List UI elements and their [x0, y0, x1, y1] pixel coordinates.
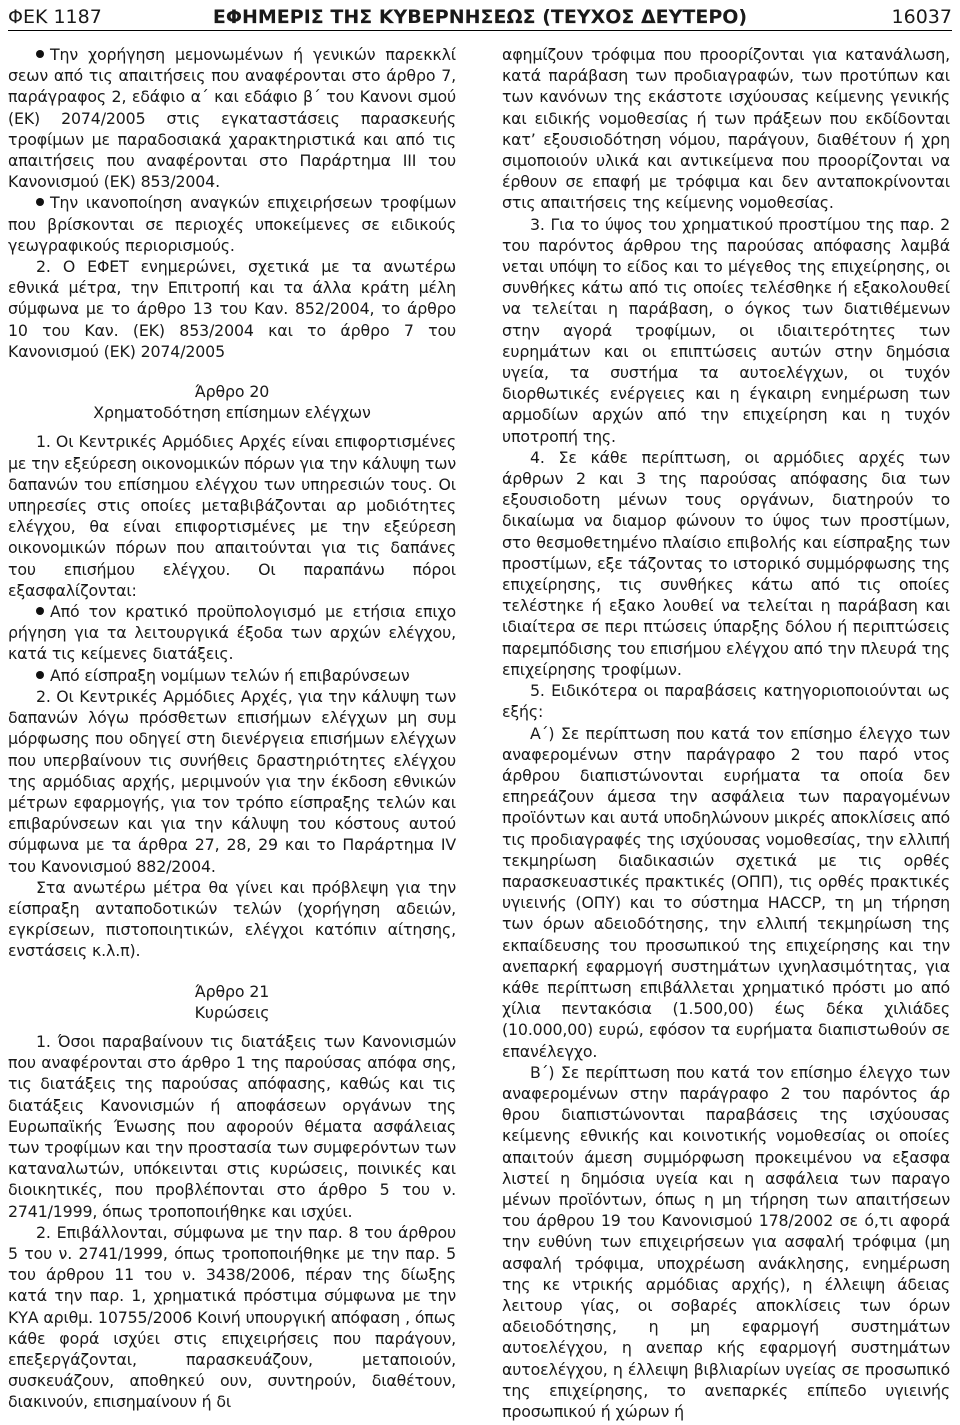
article-21-title: Άρθρο 21	[194, 981, 270, 1001]
bullet-paragraph: Από τον κρατικό προϋπολογισμό με ετήσια επιχο ρήγηση για τα λειτουργικά έξοδα των αρχών ελέγχου, κατά τις κείμενες διατάξεις.	[8, 602, 456, 664]
paragraph: 1. Όσοι παραβαίνουν τις διατάξεις των Κανονισμών που αναφέρονται στο άρθρο 1 της παρούσας απόφα σης, τις διατάξεις της παρούσας απόφασης, καθώς και τις διατάξεις Κανονισμών ή αποφάσεων οργάνων της Ευρωπαϊκής Ένωσης που αφορούν θέματα ασφάλειας των τροφίμων και την προστασία των συμφερόντων των καταναλωτών, υπόκεινται στις κυρώσεις, ποινικές και διοικητικές, που προβλέπονται στο άρθρο 5 του ν. 2741/1999, όπως τροποποιήθηκε και ισχύει.	[8, 1031, 456, 1221]
gazette-title: ΕΦΗΜΕΡΙΣ ΤΗΣ ΚΥΒΕΡΝΗΣΕΩΣ (ΤΕΥΧΟΣ ΔΕΥΤΕΡΟ)	[212, 6, 748, 28]
paragraph: Β΄) Σε περίπτωση που κατά τον επίσημο έλεγχο των αναφερομένων στην παράγραφο 2 του παρόντος άρ θρου διαπιστώνονται παραβάσεις της ισχύουσας κείμενης εθνικής και κοινοτικής νομοθεσίας οι οποίες απαιτούν άμεση συμμόρφωση προκειμένου να εξασφα λιστεί η δημόσια υγεία και η ασφάλεια των παραγο μένων προϊόντων, όπως η μη τήρηση των απαιτήσεων του άρθρου 19 του Κανονισμού 178/2002 σε ό,τι αφορά την ευθύνη των επιχειρήσεων για ασφαλή τρόφιμα (μη ασφαλή τρόφιμα, υποχρέωση ανάκλησης, ενημέρωση της κε ντρικής αρμόδιας αρχής), η έλλειψη άδειας λειτουρ γίας, οι σοβαρές αποκλίσεις των όρων αδειοδότησης, η μη εφαρμογή συστημάτων αυτοελέγχου, η ανεπαρ κής εφαρμογή συστημάτων αυτοελέγχου, η έλλειψη βιβλιαρίων υγείας σε προσωπικό της επιχείρησης, το ανεπαρκές επίπεδο υγιεινής προσωπικού ή χώρων ή	[502, 1062, 950, 1421]
bullet-paragraph: Από είσπραξη νομίμων τελών ή επιβαρύνσεων	[8, 665, 456, 686]
bullet-paragraph: Την χορήγηση μεμονωμένων ή γενικών παρεκκλί σεων από τις απαιτήσεις που αναφέρονται στο άρθρο 7, παράγραφος 2, εδάφιο α΄ και εδάφιο β΄ του Κανονι σμού (ΕΚ) 2074/2005 στις εγκαταστάσεις παρασκευής τροφίμων με παραδοσιακά χαρακτηριστικά και από τις απαιτήσεις που αναφέρονται στο Παράρτημα ΙΙΙ του Κανονισμού (ΕΚ) 853/2004.	[8, 45, 456, 192]
article-20-subtitle: Χρηματοδότηση επίσημων ελέγχων	[93, 403, 371, 423]
bullet-icon	[36, 50, 44, 58]
bullet-paragraph: Την ικανοποίηση αναγκών επιχειρήσεων τροφίμων που βρίσκονται σε περιοχές υποκείμενες σε ειδικούς γεωγραφικούς περιορισμούς.	[8, 193, 456, 255]
paragraph: 2. Ο ΕΦΕΤ ενημερώνει, σχετικά με τα ανωτέρω εθνικά μέτρα, την Επιτροπή και τα άλλα κράτη μέλη σύμφωνα με το άρθρο 13 του Καν. 852/2004, το άρθρο 10 του Καν. (ΕΚ) 853/2004 και το άρθρο 7 του Κανονισμού (ΕΚ) 2074/2005	[8, 257, 456, 361]
paragraph: 5. Ειδικότερα οι παραβάσεις κατηγοριοποιούνται ως εξής:	[502, 681, 950, 722]
page-header	[8, 4, 952, 31]
paragraph: 4. Σε κάθε περίπτωση, οι αρμόδιες αρχές των άρθρων 2 και 3 της παρούσας απόφασης δια των εξουσιοδοτη μένων τους οργάνων, διατηρούν το δικαίωμα να διαμορ φώνουν το ύψος των προστίμων, στο θεσμοθετημένο πλαίσιο επιβολής και είσπραξης των προστίμων, εξε τάζοντας το ιστορικό συμμόρφωσης της επιχείρησης, τις συνθήκες κάτω από τις οποίες τελέστηκε ή εξακο λουθεί να τελείται η παράβαση και ιδιαίτερα σε περι πτώσεις ύπαρξης δόλου ή περιπτώσεις παρεμπόδισης του επισήμου ελέγχου από την πλευρά της επιχείρησης τροφίμων.	[502, 447, 950, 679]
article-21-subtitle: Κυρώσεις	[194, 1002, 270, 1022]
bullet-icon	[36, 671, 44, 679]
right-column	[502, 44, 950, 1422]
bullet-icon	[36, 198, 44, 206]
paragraph: 2. Οι Κεντρικές Αρμόδιες Αρχές, για την κάλυψη των δαπανών λόγω πρόσθετων επισήμων ελέγχων μη συμ μόρφωσης που οδηγεί στη διενέργεια επισήμων ελέγχων που υπερβαίνουν τις συνήθεις δραστηριότητες ελέγχου της αρμόδιας αρχής, μεριμνούν για την έκδοση εθνικών μέτρων εφαρμογής, για τον τρόπο είσπραξης τελών και επιβαρύνσεων και για την κάλυψη του κόστους αυτού σύμφωνα με τα άρθρα 27, 28, 29 και το Παράρτημα IV του Κανονισμού 882/2004.	[8, 686, 456, 876]
page-number: 16037	[891, 6, 952, 28]
paragraph: Α΄) Σε περίπτωση που κατά τον επίσημο έλεγχο των αναφερομένων στην παράγραφο 2 του παρό ντος άρθρου διαπιστώνονται ευρήματα τα οποία δεν επηρεάζουν άμεσα την ασφάλεια των παραγομένων προϊόντων και αυτά υποδηλώνουν μικρές αποκλίσεις από τις προδιαγραφές της ισχύουσας νομοθεσίας, την ελλιπή τεκμηρίωση διαδικασιών σχετικά με τις ορθές παρασκευαστικές πρακτικές (ΟΠΠ), τις ορθές πρακτικές υγιεινής (ΟΠΥ) και το σύστημα HACCP, τη μη τήρηση των όρων αδειοδότησης, την ελλιπή τεκμηρίωση της εκπαίδευσης του προσωπικού της επιχείρησης και την ανεπαρκή εφαρμογή συστημάτων ιχνηλασιμότητας, για κάθε περίπτωση επιβάλλεται χρηματικό πρόστι μο από χίλια πεντακόσια (1.500,00) έως δέκα χιλιάδες (10.000,00) ευρώ, εφόσον τα ευρήματα διαπιστωθούν σε επανέλεγχο.	[502, 723, 950, 1061]
paragraph: 1. Οι Κεντρικές Αρμόδιες Αρχές είναι επιφορτισμένες με την εξεύρεση οικονομικών πόρων για την κάλυψη των δαπανών του επίσημου ελέγχου των υπηρεσιών τους. Οι υπηρεσίες στις οποίες μεταβιβάζονται αρ μοδιότητες ελέγχου, θα είναι επιφορτισμένες με την εξεύρεση οικονομικών πόρων που απαιτούνται για τις δαπάνες του επισήμου ελέγχου. Οι παραπάνω πόροι εξασφαλίζονται:	[8, 432, 456, 600]
paragraph: Στα ανωτέρω μέτρα θα γίνει και πρόβλεψη για την είσπραξη ανταποδοτικών τελών (χορήγηση αδειών, εγκρίσεων, πιστοποιητικών, ελέγχοι κατόπιν αίτησης, ενστάσεις κ.λ.π).	[8, 877, 456, 961]
issue-number: ΦΕΚ 1187	[8, 6, 102, 28]
paragraph: αφημίζουν τρόφιμα που προορίζονται για κατανάλωση, κατά παράβαση των προδιαγραφών, των προτύπων και των κανόνων της εκάστοτε ισχύουσας κείμενης γενικής και ειδικής νομοθεσίας ή των πράξεων που εκδίδονται κατ’ εξουσιοδότηση νόμου, παράγουν, διαθέτουν ή χρη σιμοποιούν υλικά και αντικείμενα που προορίζονται να έρθουν σε επαφή με τρόφιμα και δεν ανταποκρίνονται στις απαιτήσεις της κείμενης νομοθεσίας.	[502, 45, 950, 213]
article-20-title: Άρθρο 20	[194, 382, 270, 402]
paragraph: 3. Για το ύψος του χρηματικού προστίμου της παρ. 2 του παρόντος άρθρου της παρούσας απόφασης λαμβά νεται υπόψη το είδος και το μέγεθος της επιχείρησης, οι συνθήκες κάτω από τις οποίες τελέσθηκε ή εξακολουθεί να τελείται η παράβαση, ο όγκος των διατιθέμενων στην αγορά τροφίμων, οι ιδιαιτερότητες των ευρημάτων και οι επιπτώσεις αυτών στην δημόσια υγεία, τα συστήμα τα αυτοελέγχων, οι τυχόν διορθωτικές ενέργειες και η έγκαιρη ενημέρωση των αρμοδίων αρχών από την επιχείρηση και η τυχόν υποτροπή της.	[502, 214, 950, 446]
left-column	[8, 44, 456, 1413]
paragraph: 2. Επιβάλλονται, σύμφωνα με την παρ. 8 του άρθρου 5 του ν. 2741/1999, όπως τροποποιήθηκε με την παρ. 5 του άρθρου 11 του ν. 3438/2006, πέραν της δίωξης κατά την παρ. 1, χρηματικά πρόστιμα σύμφωνα με την ΚΥΑ αριθμ. 10755/2006 Κοινή υπουργική απόφαση , όπως κάθε φορά ισχύει στις επιχειρήσεις που παράγουν, επεξεργάζονται, παρασκευάζουν, μεταποιούν, συσκευάζουν, αποθηκεύ ουν, συντηρούν, διαθέτουν, διακινούν, επισημαίνουν ή δι	[8, 1222, 456, 1412]
bullet-icon	[36, 607, 44, 615]
